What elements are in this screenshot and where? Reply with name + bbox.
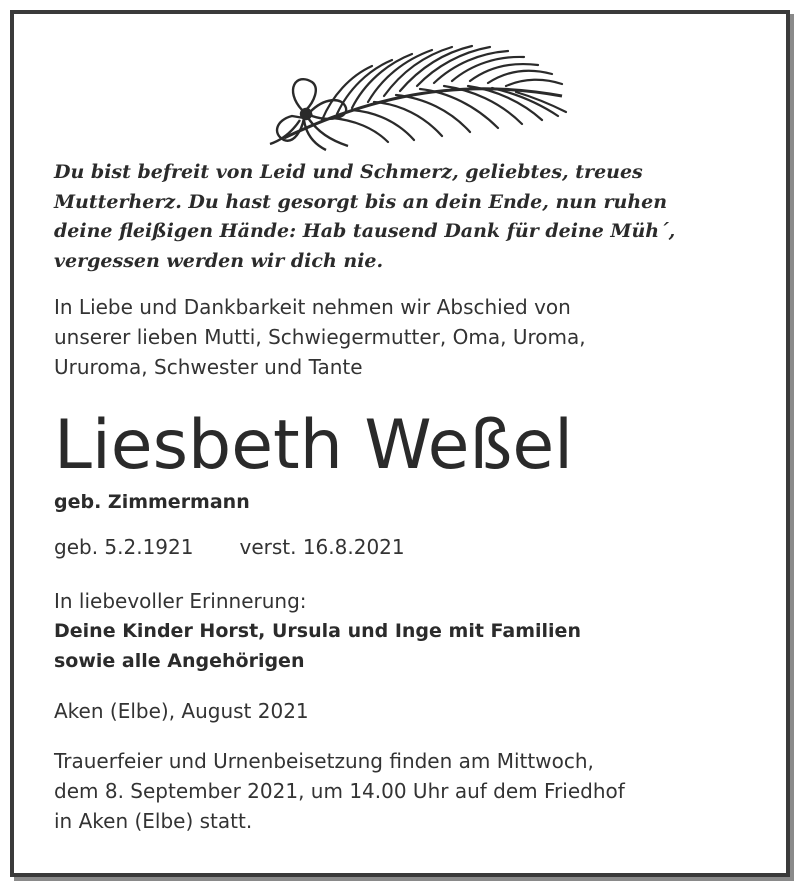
poem-line: vergessen werden wir dich nie.	[54, 249, 384, 272]
mourners-list	[54, 616, 774, 676]
notice-frame	[10, 10, 790, 877]
memory-heading: In liebevoller Erinnerung:	[54, 589, 307, 613]
notice-content	[54, 158, 774, 836]
farewell-intro	[54, 292, 774, 382]
funeral-details	[54, 746, 774, 836]
poem-line: Mutterherz. Du hast gesorgt bis an dein Ende, nun ruhen	[54, 190, 668, 213]
funeral-line: dem 8. September 2021, um 14.00 Uhr auf dem Friedhof	[54, 779, 625, 803]
poem-line: deine fleißigen Hände: Hab tausend Dank für deine Müh´,	[54, 220, 676, 242]
birth-date: geb. 5.2.1921	[54, 535, 194, 559]
intro-line: In Liebe und Dankbarkeit nehmen wir Abschied von	[54, 295, 571, 319]
death-date: verst. 16.8.2021	[239, 535, 405, 559]
mourners-line: Deine Kinder Horst, Ursula und Inge mit Familien	[54, 620, 581, 642]
poem-line: Du bist befreit von Leid und Schmerz, geliebtes, treues	[54, 161, 643, 183]
maiden-name: geb. Zimmermann	[54, 491, 250, 513]
funeral-line: in Aken (Elbe) statt.	[54, 809, 253, 833]
place-and-date: Aken (Elbe), August 2021	[54, 699, 309, 723]
palm-frond-with-bow-icon	[262, 36, 572, 154]
intro-line: unserer lieben Mutti, Schwiegermutter, Oma, Uroma,	[54, 325, 586, 349]
deceased-name: Liesbeth Weßel	[54, 406, 574, 485]
mourners-line: sowie alle Angehörigen	[54, 650, 305, 672]
funeral-line: Trauerfeier und Urnenbeisetzung finden am Mittwoch,	[54, 749, 594, 773]
intro-line: Ururoma, Schwester und Tante	[54, 355, 363, 379]
memorial-poem	[54, 158, 774, 276]
life-dates	[54, 532, 774, 562]
